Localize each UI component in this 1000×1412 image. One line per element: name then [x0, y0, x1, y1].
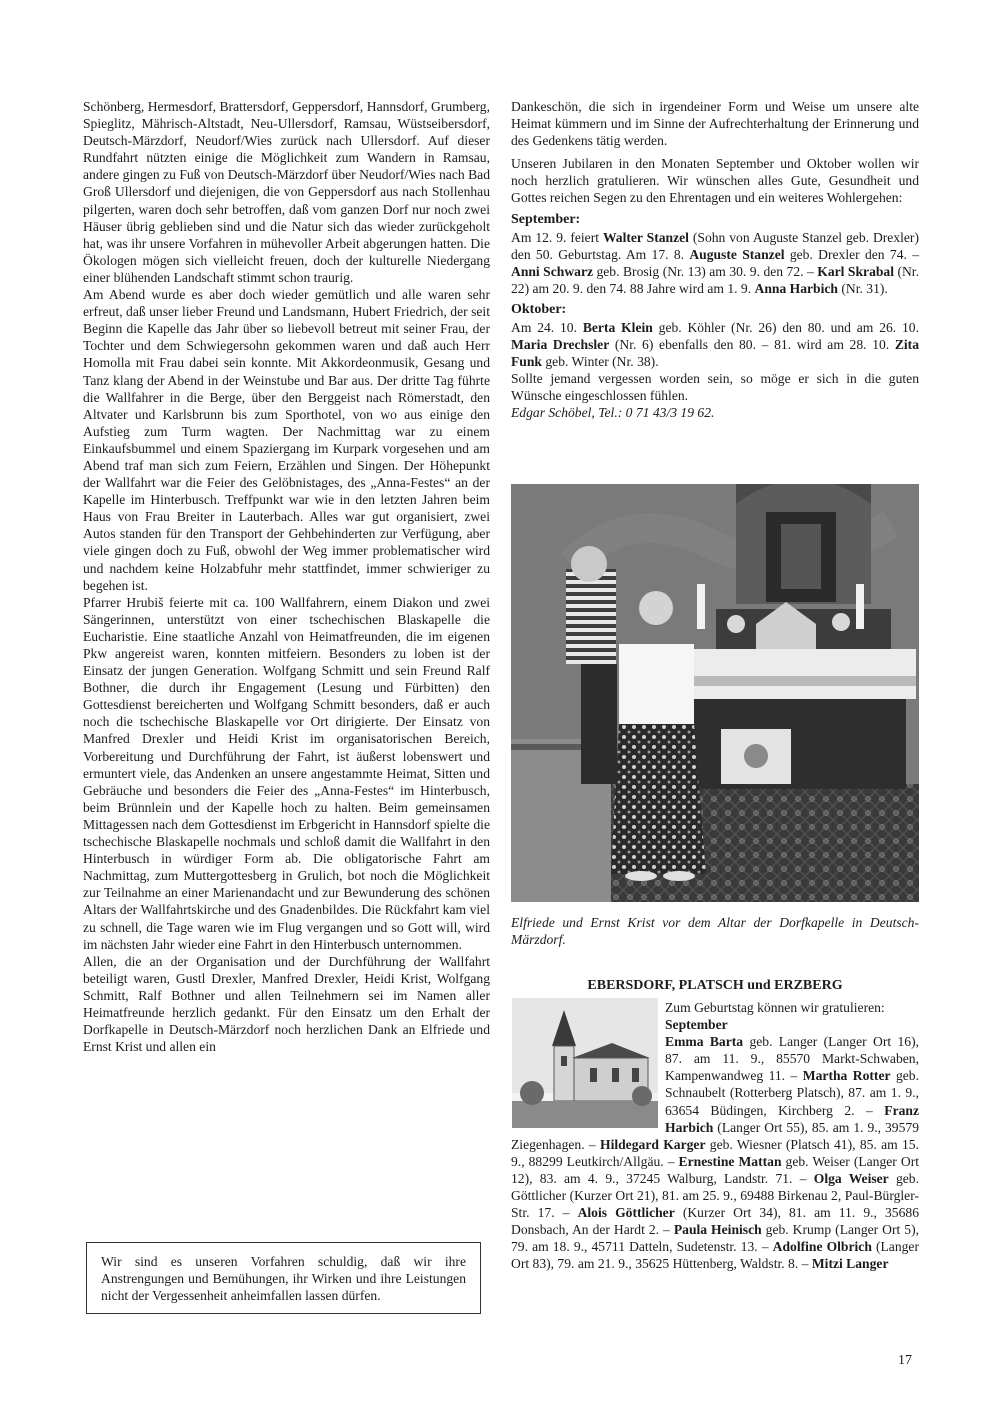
person-name: Emma Barta — [665, 1034, 744, 1050]
person-name: Zita Funk — [511, 337, 919, 370]
person-name: Berta Klein — [582, 319, 653, 335]
ebersdorf-intro: Zum Geburtstag können wir gratulieren: — [665, 1000, 885, 1015]
person-name: Anni Schwarz — [511, 263, 594, 279]
church-photo — [512, 998, 658, 1128]
person-name: Walter Stanzel — [602, 229, 689, 245]
person-name: Adolfine Olbrich — [772, 1239, 872, 1255]
oktober-heading: Oktober: — [511, 301, 567, 317]
paragraph: Pfarrer Hrubiš feierte mit ca. 100 Wallfahrern, einem Diakon und zwei Sängerinnen, unterstützt von einer tschechischen Blaskapelle die Eucharistie. Eine staatliche Anzahl von Heimatfreunden, die im eigenen Pkw angereist waren, konnten mitfeiern. Besonders zu loben ist der Einsatz der jungen Generation. Wolfgang Schmitt und sein Freund Ralf Bothner, die durch ihr Engagement (Lesung und Fürbitten) den Gottesdienst bereicherten und Wolfgang Schmitt besonders, daß er auch noch die tschechische Blaskapelle vor Ort dirigierte. Der Einsatz von Manfred Drexler und Heidi Krist im organisatorischen Bereich, Vorbereitung und Durchführung der Fahrt, ist äußerst lobenswert und ermuntert viele, das Andenken an unsere angestammte Heimat, Sitten und Gebräuche und besonders die Feier des „Anna-Festes“ im Hinterbusch, beim Brünnlein und der Kapelle hoch zu halten. Beim gemeinsamen Mittagessen nach dem Gottesdienst im Erbgericht in Hannsdorf spielte die tschechische Blaskapelle nochmals und schloß damit die Wallfahrt in den Hinterbusch in würdiger Form ab. Die obligatorische Fahrt am Nachmittag, zum Muttergottesberg in Grulich, bot noch die Möglichkeit zur Teilnahme an einer Marienandacht und zur Bewunderung des schönen Altars der Wallfahrtskirche und des Gnadenbildes. Die Rückfahrt kam viel zu schnell, die Tage waren wie im Flug vergangen und so Gott will, wird im nächsten Jahr wieder eine Fahrt in den Hinterbusch unternommen. — [83, 594, 490, 952]
person-name: Mitzi Langer — [811, 1256, 889, 1272]
person-name: Maria Drechsler — [511, 337, 610, 353]
person-name: Hildegard Karger — [600, 1136, 706, 1152]
paragraph: Dankeschön, die sich in irgendeiner Form und Weise um unsere alte Heimat kümmern und im Sinne der Aufrechterhaltung der Erinnerung und des Gedenkens tätig werden. — [511, 99, 919, 149]
person-name: Karl Skrabal — [817, 263, 894, 279]
oktober-jubilees: Am 24. 10. Berta Klein geb. Köhler (Nr. 26) den 80. und am 26. 10. Maria Drechsler (Nr. 6) ebenfalls den 80. – 81. wird am 28. 10. Zita Funk geb. Winter (Nr. 38). — [511, 319, 920, 370]
person-name: Anna Harbich — [754, 280, 838, 296]
person-name: Auguste Stanzel — [689, 246, 785, 262]
paragraph: Schönberg, Hermesdorf, Brattersdorf, Geppersdorf, Hannsdorf, Grumberg, Spieglitz, Mährisch-Altstadt, Neu-Ullersdorf, Ramsau, Wüstseibersdorf, Deutsch-Märzdorf, Neudorf/Wies zurück nach Ullersdorf. Auf dieser Rundfahrt nützten einige die Möglichkeit zum Wandern in Ramsau, andere gingen zu Fuß von Deutsch-Märzdorf über Neudorf/Wies nach Bad Groß Ullersdorf und diejenigen, die von Geppersdorf aus nach Stollenhau pilgerten, waren doch sehr betroffen, daß vom ganzen Dorf nur noch zwei Häuser übrig geblieben sind und die Natur sich das wieder zurückgeholt hat, was ihr unsere Vorfahren in mühevoller Arbeit abgerungen hatten. Die Ökologen mögen sich vielleicht freuen, doch der kulturelle Niedergang einer blühenden Landschaft stimmt schon traurig. — [83, 99, 490, 285]
signature: Edgar Schöbel, Tel.: 0 71 43/3 19 62. — [511, 405, 715, 421]
person-name: Alois Göttlicher — [577, 1205, 675, 1221]
person-name: Martha Rotter — [802, 1068, 891, 1084]
person-name: Paula Heinisch — [673, 1222, 762, 1238]
quote-box — [86, 1242, 481, 1314]
left-column — [83, 98, 490, 1055]
paragraph: Allen, die an der Organisation und der Durchführung der Wallfahrt beteiligt waren, Gustl Drexler, Manfred Drexler, Heidi Krist, Wolfgang Schmitt, Ralf Bothner und allen Teilnehmern sei im Namen aller Heimatfreunde herzlich gedankt. Für den Einsatz um den Erhalt der Dorfkapelle in Deutsch-Märzdorf noch herzlichen Dank an Elfriede und Ernst Krist und allen ein — [83, 953, 490, 1055]
person-name: Ernestine Mattan — [678, 1153, 782, 1169]
section-title: EBERSDORF, PLATSCH und ERZBERG — [587, 978, 843, 993]
ebersdorf-month: September — [665, 1017, 728, 1033]
september-heading: September: — [511, 211, 581, 227]
person-name: Olga Weiser — [813, 1170, 889, 1186]
paragraph: Unseren Jubilaren in den Monaten September und Oktober wollen wir noch herzlich gratulieren. Wir wünschen alles Gute, Gesundheit und Gottes reichen Segen zu den Ehrentagen und ein weiteres Wohlergehen: — [511, 156, 919, 206]
altar-photo-icon — [511, 484, 919, 902]
paragraph: Am Abend wurde es aber doch wieder gemütlich und alle waren sehr erfreut, daß unser lieber Freund und Landsmann, Hubert Friedrich, der seit Beginn die Kapelle das Jahr über so liebevoll betreut mit seiner Frau, der Tochter und dem Schwiegersohn gekommen waren und daß auch Herr Homolla mit Frau dabei sein konnte. Mit Akkordeonmusik, Gesang und Tanz klang der Abend in der Weinstube und Bar aus. Der dritte Tag führte die Wallfahrer in die Berge, über den Berggeist nach Römerstadt, den Altvater und Karlsbrunn bis zum Sporthotel, von wo aus einige den Aufstieg zum Turm wagten. Der Nachmittag war zu einem Einkaufsbummel und einem Spaziergang im Kurpark vorgesehen und am Abend traf man sich zum Feiern, Erzählen und Singen. Der Höhepunkt der Wallfahrt war die Feier des Gelöbnistages, des „Anna-Festes“ an der Kapelle im Hinterbusch. Treffpunkt war wie in den letzten Jahren beim Haus von Frau Breiter in Lauterbach. Alles war gut organisiert, zwei Autos standen für den Transport der Gehbehinderten zur Verfügung, aber viele gingen doch zu Fuß, obwohl der Weg immer problematischer wird und nachdem keine Holzabfuhr mehr stattfindet, immer schwieriger zu begehen ist. — [83, 287, 490, 593]
church-photo-icon — [512, 998, 658, 1128]
altar-photo — [511, 484, 919, 902]
photo-caption: Elfriede und Ernst Krist vor dem Altar der Dorfkapelle in Deutsch-Märzdorf. — [511, 915, 919, 947]
ebersdorf-entries: Emma Barta geb. Langer (Langer Ort 16), 87. am 11. 9., 85570 Markt-Schwaben, Kampenwandweg 11. – Martha Rotter geb. Schnaubelt (Rotterberg Platsch), 87. am 1. 9., 63654 Büdingen, Kirchberg 2. – Franz Harbich (Langer Ort 55), 85. am 1. 9., 39579 Ziegenhagen. – Hildegard Karger geb. Wiesner (Platsch 41), 85. am 15. 9., 88299 Leutkirch/Allgäu. – Ernestine Mattan geb. Weiser (Langer Ort 12), 83. am 4. 9., 37245 Walburg, Landstr. 71. – Olga Weiser geb. Göttlicher (Kurzer Ort 21), 81. am 25. 9., 69488 Birkenau 2, Paul-Bürgler-Str. 17. – Alois Göttlicher (Kurzer Ort 34), 81. am 11. 9., 35686 Donsbach, An der Hardt 2. – Paula Heinisch geb. Krump (Langer Ort 5), 79. am 18. 9., 45711 Datteln, Sudetenstr. 13. – Adolfine Olbrich (Langer Ort 83), 79. am 21. 9., 35625 Hüttenberg, Waldstr. 8. – Mitzi Langer — [511, 1034, 920, 1272]
september-jubilees: Am 12. 9. feiert Walter Stanzel (Sohn von Auguste Stanzel geb. Drexler) den 50. Geburtstag. Am 17. 8. Auguste Stanzel geb. Drexler den 74. – Anni Schwarz geb. Brosig (Nr. 13) am 30. 9. den 72. – Karl Skrabal (Nr. 22) am 20. 9. den 74. 88 Jahre wird am 1. 9. Anna Harbich (Nr. 31). — [511, 229, 919, 296]
page-number: 17 — [898, 1353, 912, 1368]
right-column — [511, 98, 919, 422]
closing-text: Sollte jemand vergessen worden sein, so möge er sich in die guten Wünsche eingeschlossen fühlen. — [511, 371, 919, 404]
person-name: Franz Harbich — [665, 1102, 919, 1135]
quote-text: Wir sind es unseren Vorfahren schuldig, daß wir ihre Anstrengungen und Bemühungen, ihr Wirken und ihre Leistungen nicht der Vergessenheit anheimfallen lassen dürfen. — [101, 1254, 466, 1303]
